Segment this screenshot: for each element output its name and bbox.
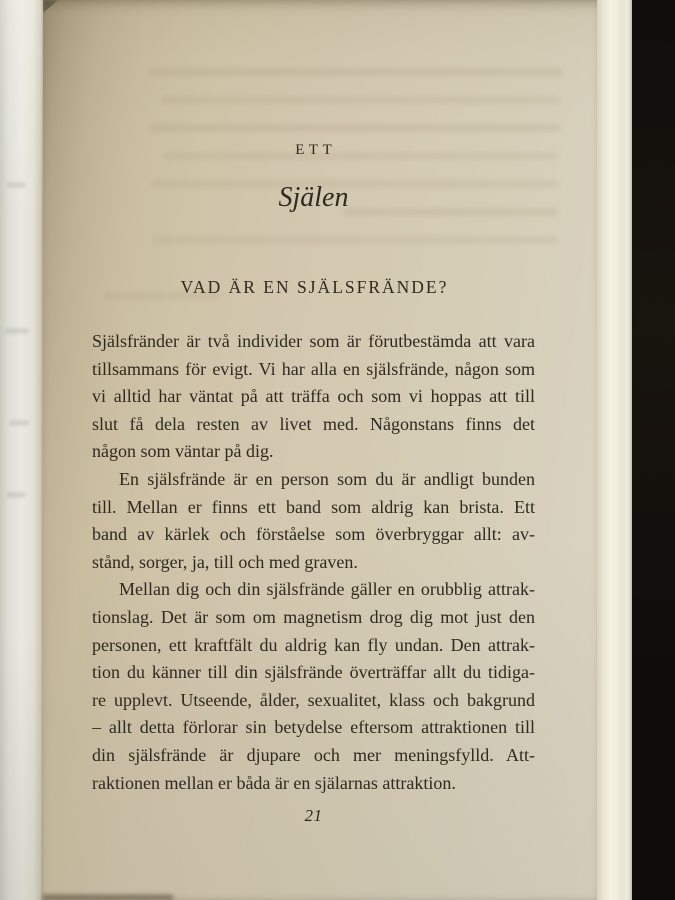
text-line: tillsammans för evigt. Vi har alla en själsfrände, någon som bbox=[92, 358, 535, 379]
text-line: re upplevt. Utseende, ålder, sexualitet, klass och bakgrund bbox=[92, 689, 535, 710]
text-line: band av kärlek och förståelse som överbryggar allt: av- bbox=[92, 524, 535, 545]
stacked-page-edges bbox=[597, 0, 632, 900]
paragraph bbox=[92, 466, 535, 576]
show-through-mark bbox=[6, 182, 26, 188]
text-line: Själsfränder är två individer som är förutbestämda att vara bbox=[92, 331, 535, 351]
paragraph bbox=[92, 328, 535, 466]
show-through-mark bbox=[6, 492, 26, 498]
text-line: tion du känner till din själsfrände överträffar allt du tidiga- bbox=[92, 662, 535, 683]
show-through-mark bbox=[9, 420, 29, 426]
text-line: raktionen mellan er båda är en själarnas attraktion. bbox=[92, 772, 456, 793]
page-number: 21 bbox=[304, 806, 323, 825]
text-line: någon som väntar på dig. bbox=[92, 441, 274, 462]
text-line: stånd, sorger, ja, till och med graven. bbox=[92, 551, 358, 572]
text-line: din själsfrände är djupare och mer meningsfylld. Att- bbox=[92, 744, 535, 765]
text-line: vi alltid har väntat på att träffa och som vi hoppas att till bbox=[92, 386, 535, 407]
text-line: personen, ett kraftfält du aldrig kan fly undan. Den attrak- bbox=[92, 634, 535, 655]
text-line: slut få dela resten av livet med. Någonstans finns det bbox=[92, 413, 535, 434]
facing-page-edge bbox=[0, 0, 43, 900]
text-line: Mellan dig och din själsfrände gäller en orubblig attrak- bbox=[119, 579, 535, 600]
text-line: till. Mellan er finns ett band som aldrig kan brista. Ett bbox=[92, 496, 535, 517]
gutter-shadow bbox=[43, 0, 58, 13]
text-line: tionslag. Det är som om magnetism drog dig mot just den bbox=[92, 606, 535, 627]
page-content bbox=[92, 0, 535, 900]
show-through-mark bbox=[5, 328, 29, 334]
body-text bbox=[92, 328, 535, 797]
chapter-number: ETT bbox=[295, 142, 337, 158]
paragraph bbox=[92, 576, 535, 797]
section-heading: VAD ÄR EN SJÄLSFRÄNDE? bbox=[180, 277, 449, 297]
text-line: – allt detta förlorar sin betydelse eftersom attraktionen till bbox=[92, 717, 535, 738]
book-page bbox=[43, 0, 597, 900]
chapter-title: Själen bbox=[278, 182, 349, 213]
text-line: En själsfrände är en person som du är andligt bunden bbox=[119, 468, 535, 489]
